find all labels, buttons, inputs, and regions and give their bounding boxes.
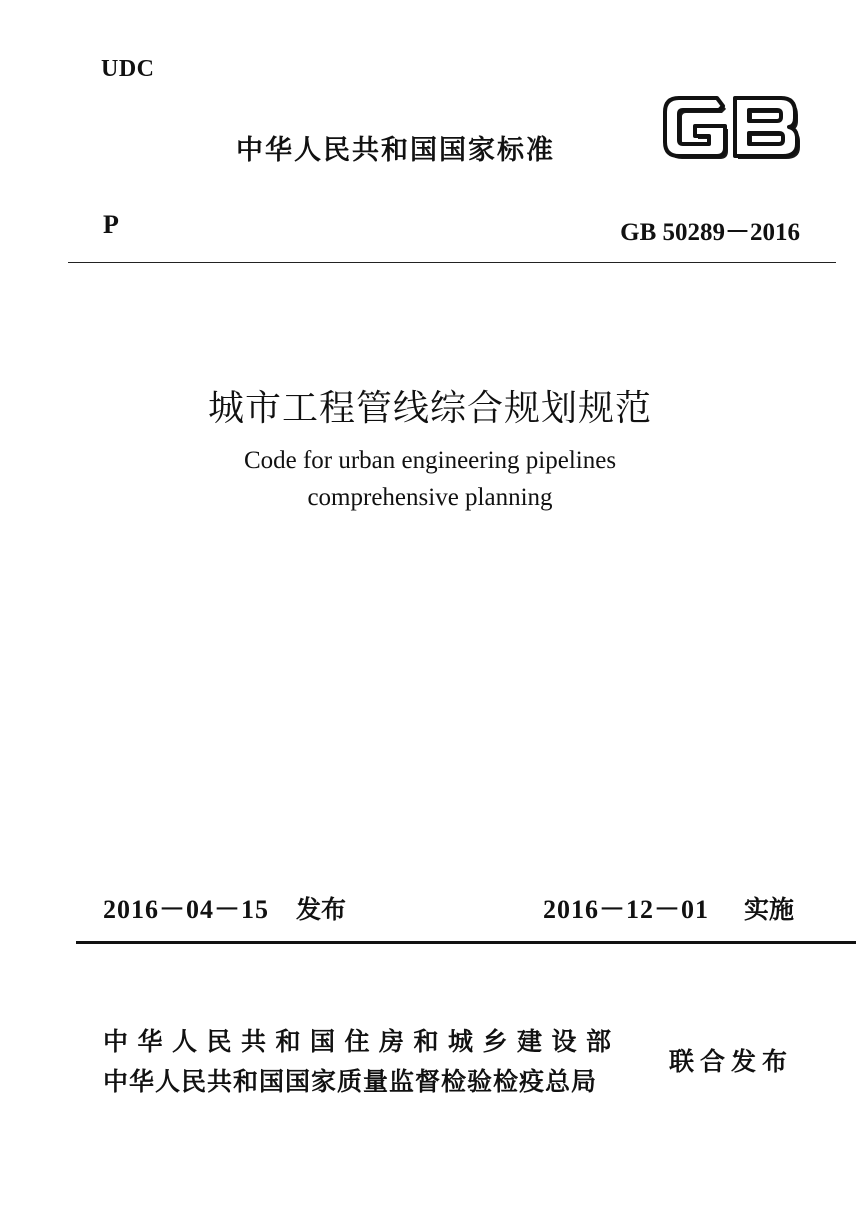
footer-divider: [76, 941, 856, 944]
issue-label: 发布: [296, 895, 347, 924]
implementation-label: 实施: [744, 895, 795, 924]
document-title-chinese: 城市工程管线综合规划规范: [207, 388, 652, 429]
document-title-english-line2: comprehensive planning: [307, 484, 553, 511]
publisher-ministry-housing: 中华人民共和国住房和城乡建设部: [103, 1027, 621, 1056]
implementation-date: 2016－12－01: [543, 895, 710, 924]
joint-publication-label: 联合发布: [669, 1047, 794, 1076]
udc-label: UDC: [101, 56, 155, 82]
publisher-quality-administration: 中华人民共和国国家质量监督检验检疫总局: [103, 1067, 598, 1096]
document-title-english-line1: Code for urban engineering pipelines: [243, 447, 617, 474]
gb-logo: [659, 92, 801, 162]
national-standard-heading: 中华人民共和国国家标准: [236, 135, 555, 166]
header-divider: [68, 262, 836, 263]
category-code: P: [103, 210, 119, 239]
issue-date: 2016－04－15: [103, 895, 270, 924]
standard-number: GB 50289－2016: [620, 219, 800, 246]
